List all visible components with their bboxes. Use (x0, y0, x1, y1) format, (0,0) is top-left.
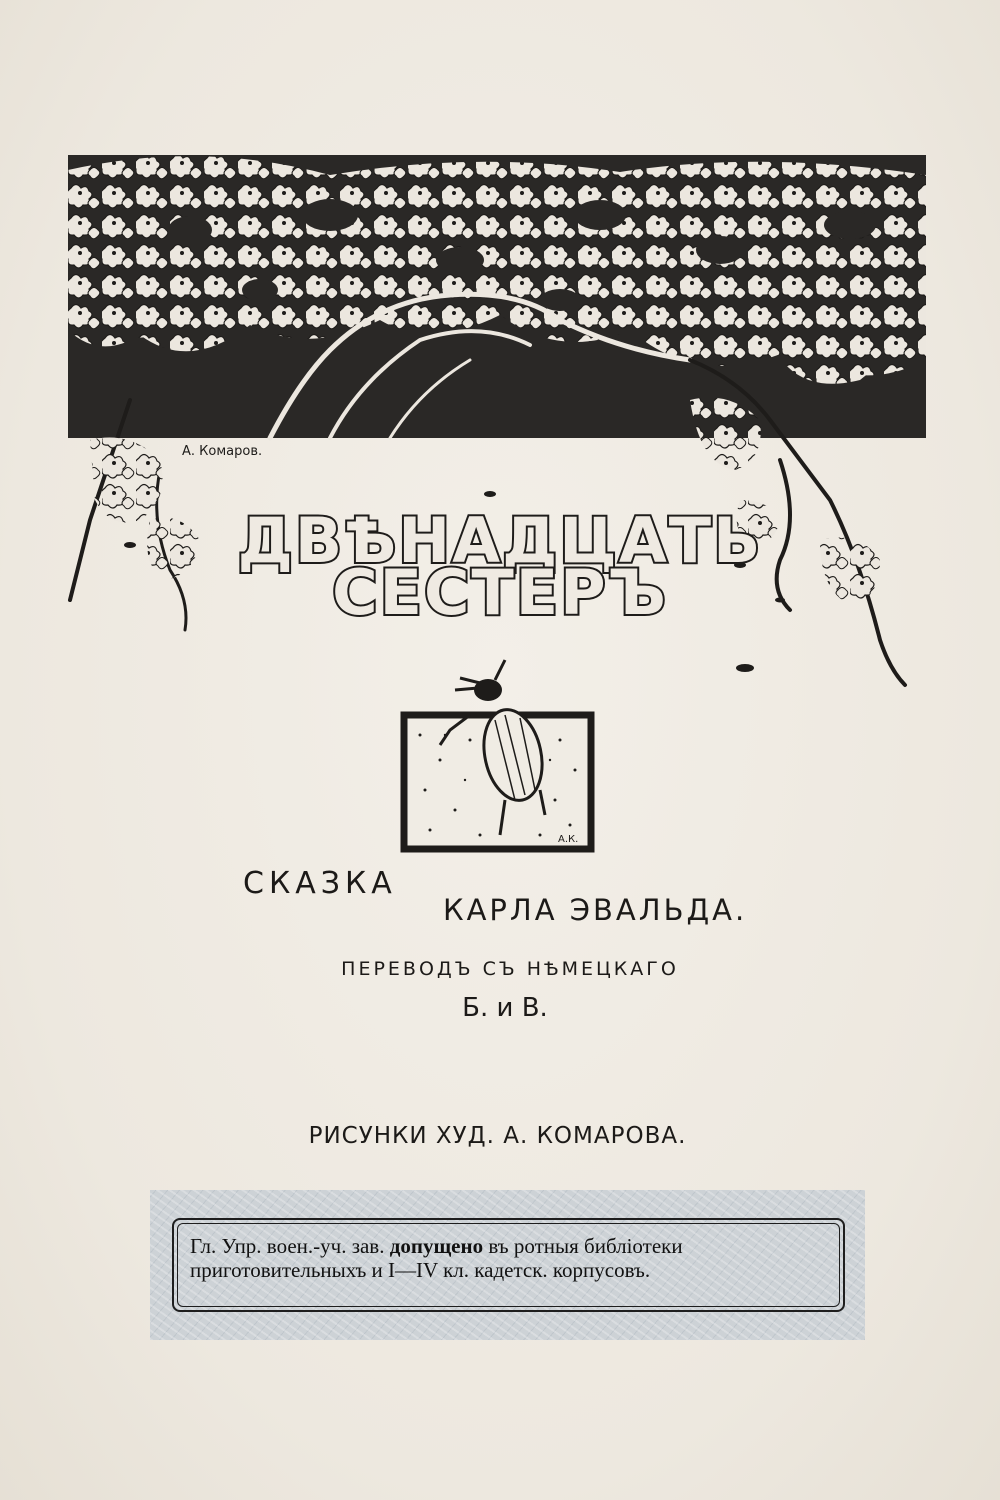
slip-line1-end: въ ротныя библіотеки (488, 1234, 683, 1258)
genre-label: СКАЗКА (243, 866, 397, 901)
illustrator-label: РИСУНКИ ХУД. А. КОМАРОВА. (308, 1123, 687, 1149)
slip-line1-bold: допущено (389, 1234, 484, 1258)
slip-frame (172, 1218, 845, 1312)
translation-label: ПЕРЕВОДЪ СЪ НѢМЕЦКАГО (341, 958, 679, 980)
slip-line1-start: Гл. Упр. воен.-уч. зав. (190, 1234, 385, 1258)
approval-slip (150, 1190, 865, 1340)
artist-signature: А. Комаров. (182, 444, 263, 459)
slip-text (190, 1234, 830, 1282)
beetle-vignette (404, 660, 591, 849)
artist-monogram: А.К. (558, 834, 579, 845)
author-label: КАРЛА ЭВАЛЬДА. (443, 893, 748, 927)
slip-line2: приготовительныхъ и I—IV кл. кадетск. корпусовъ. (190, 1258, 651, 1282)
translator-label: Б. и В. (462, 993, 548, 1023)
title-line-1: ДВѢНАДЦАТЬ (237, 504, 763, 577)
title-line-2: СЕСТЕРЪ (332, 556, 668, 629)
